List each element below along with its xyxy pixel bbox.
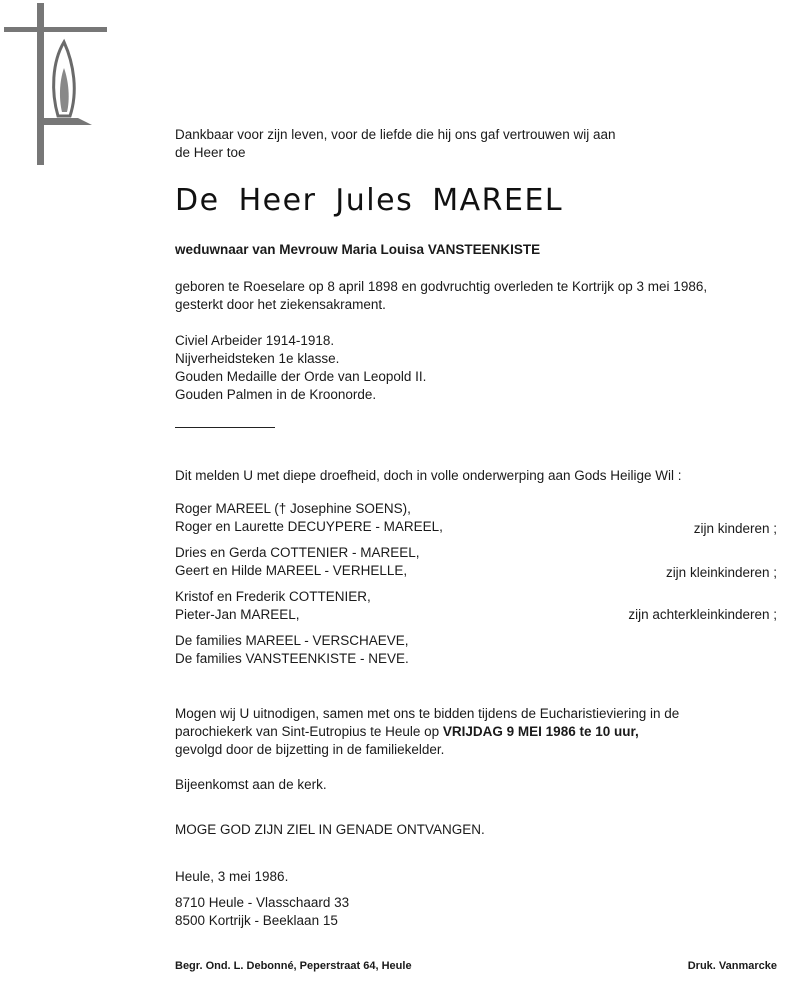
birth-line-2: gesterkt door het ziekensakrament. bbox=[175, 297, 386, 312]
birth-line-1: geboren te Roeselare op 8 april 1898 en godvruchtig overleden te Kortrijk op 3 mei 1986, bbox=[175, 279, 708, 294]
honor-item: Civiel Arbeider 1914-1918. bbox=[175, 333, 335, 348]
gathering-note: Bijeenkomst aan de kerk. bbox=[175, 777, 327, 792]
deceased-name: De Heer Jules MAREEL bbox=[175, 183, 564, 218]
intro-line-1: Dankbaar voor zijn leven, voor de liefde die hij ons gaf vertrouwen wij aan bbox=[175, 127, 616, 142]
honor-item: Gouden Medaille der Orde van Leopold II. bbox=[175, 369, 427, 384]
family-line: De families VANSTEENKISTE - NEVE. bbox=[175, 651, 409, 666]
family-line: De families MAREEL - VERSCHAEVE, bbox=[175, 633, 409, 648]
family-line: Geert en Hilde MAREEL - VERHELLE, bbox=[175, 563, 408, 578]
family-line: Roger MAREEL († Josephine SOENS), bbox=[175, 501, 411, 516]
invitation-line-1: Mogen wij U uitnodigen, samen met ons te bidden tijdens de Eucharistieviering in de bbox=[175, 706, 680, 721]
invitation-line-2 bbox=[175, 722, 639, 741]
grandchildren-label: zijn kleinkinderen ; bbox=[665, 565, 777, 580]
widower-line: weduwnaar van Mevrouw Maria Louisa VANSTEENKISTE bbox=[175, 242, 541, 257]
invitation-line-3: gevolgd door de bijzetting in de familiekelder. bbox=[175, 742, 445, 757]
children-label: zijn kinderen ; bbox=[693, 521, 777, 536]
family-line: Roger en Laurette DECUYPERE - MAREEL, bbox=[175, 519, 443, 534]
undertaker-credit: Begr. Ond. L. Debonné, Peperstraat 64, Heule bbox=[175, 960, 412, 972]
address-line: 8710 Heule - Vlasschaard 33 bbox=[175, 895, 350, 910]
place-date: Heule, 3 mei 1986. bbox=[175, 869, 289, 884]
greatgrandchildren-label: zijn achterkleinkinderen ; bbox=[628, 607, 777, 622]
address-line: 8500 Kortrijk - Beeklaan 15 bbox=[175, 913, 338, 928]
divider bbox=[175, 427, 275, 428]
honor-item: Nijverheidsteken 1e klasse. bbox=[175, 351, 340, 366]
family-line: Pieter-Jan MAREEL, bbox=[175, 607, 300, 622]
printer-credit: Druk. Vanmarcke bbox=[687, 960, 777, 972]
family-line: Dries en Gerda COTTENIER - MAREEL, bbox=[175, 545, 420, 560]
announcement: Dit melden U met diepe droefheid, doch in volle onderwerping aan Gods Heilige Wil : bbox=[175, 468, 682, 483]
family-line: Kristof en Frederik COTTENIER, bbox=[175, 589, 371, 604]
prayer-line: MOGE GOD ZIJN ZIEL IN GENADE ONTVANGEN. bbox=[175, 822, 485, 837]
intro-line-2: de Heer toe bbox=[175, 145, 246, 160]
honor-item: Gouden Palmen in de Kroonorde. bbox=[175, 387, 377, 402]
service-date-time: VRIJDAG 9 MEI 1986 te 10 uur, bbox=[442, 724, 639, 739]
invitation-text: parochiekerk van Sint-Eutropius te Heule op bbox=[175, 724, 443, 739]
cross-with-candle-flame-icon bbox=[0, 0, 115, 170]
